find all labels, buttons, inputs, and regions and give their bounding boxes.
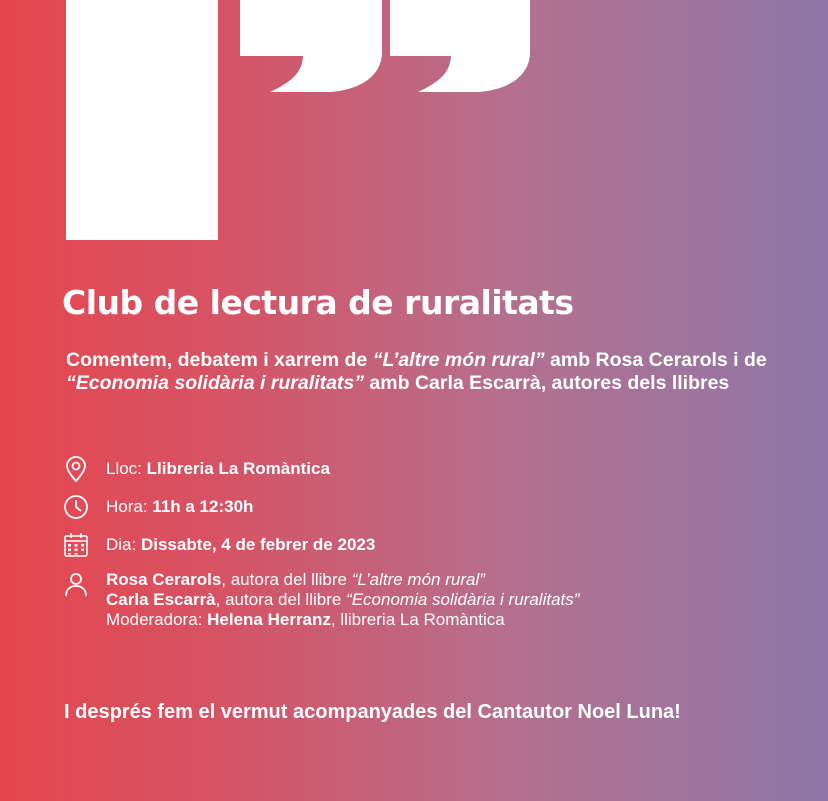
person-book: “Economia solidària i ruralitats” — [346, 590, 580, 609]
person-line — [106, 570, 579, 590]
time-value: 11h a 12:30h — [152, 497, 254, 516]
event-title: Club de lectura de ruralitats — [62, 283, 574, 322]
book-title-2: “Economia solidària i ruralitats” — [66, 372, 365, 394]
moderator-label: Moderadora: — [106, 610, 208, 629]
closing-line: I després fem el vermut acompanyades del Cantautor Noel Luna! — [64, 701, 681, 723]
place-value: Llibreria La Romàntica — [146, 459, 330, 478]
intro-text-1: Comentem, debatem i xarrem de — [66, 349, 373, 371]
intro-text-2: amb Rosa Cerarols i de — [544, 349, 767, 371]
person-role: , autora del llibre — [221, 570, 352, 589]
person-role: , autora del llibre — [215, 590, 347, 609]
location-pin-icon — [62, 455, 90, 483]
calendar-icon — [62, 531, 90, 559]
time-label: Hora: — [106, 497, 153, 516]
time-row — [62, 493, 253, 521]
person-icon — [62, 570, 90, 598]
people-section — [62, 570, 579, 630]
person-name: Helena Herranz — [207, 610, 331, 629]
person-book: “L’altre món rural” — [351, 570, 485, 589]
event-description — [66, 349, 806, 395]
person-role: , llibreria La Romàntica — [330, 610, 505, 629]
person-name: Carla Escarrà — [106, 590, 216, 609]
intro-text-3: amb Carla Escarrà, autores dels llibres — [364, 372, 730, 394]
place-row — [62, 455, 330, 483]
person-line — [106, 610, 579, 630]
date-row — [62, 531, 375, 559]
quote-mark-icon — [0, 0, 560, 245]
date-label: Dia: — [106, 535, 141, 554]
date-value: Dissabte, 4 de febrer de 2023 — [140, 535, 376, 554]
book-title-1: “L’altre món rural” — [372, 349, 545, 371]
place-label: Lloc: — [106, 459, 147, 478]
clock-icon — [62, 493, 90, 521]
person-line — [106, 590, 579, 610]
person-name: Rosa Cerarols — [106, 570, 222, 589]
